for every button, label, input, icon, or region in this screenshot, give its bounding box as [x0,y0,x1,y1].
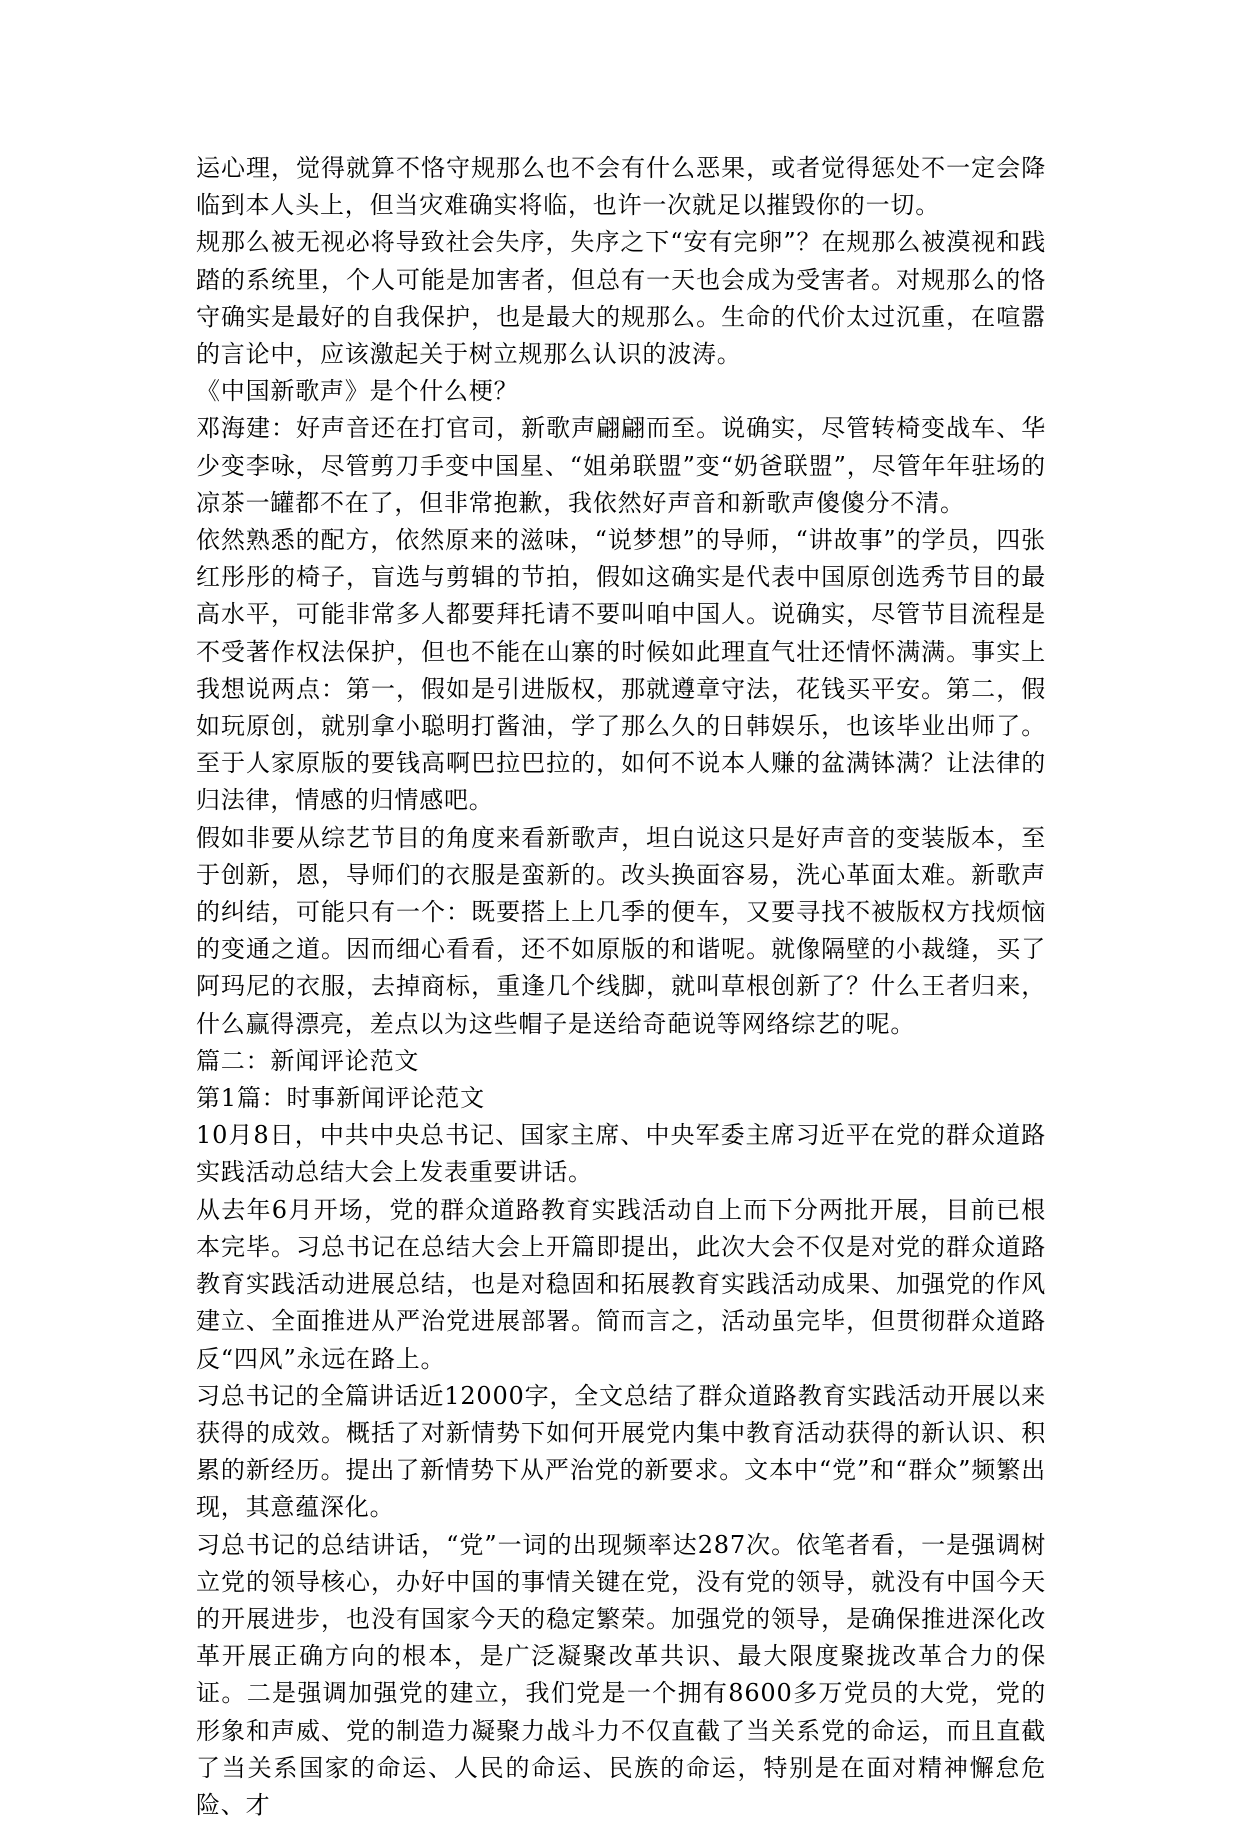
paragraph-1: 运心理，觉得就算不恪守规那么也不会有什么恶果，或者觉得惩处不一定会降临到本人头上，但当灾难确实将临，也许一次就足以摧毁你的一切。 [196,154,1046,220]
paragraph-3: 邓海建：好声音还在打官司，新歌声翩翩而至。说确实，尽管转椅变战车、华少变李咏，尽管剪刀手变中国星、“姐弟联盟”变“奶爸联盟”，尽管年年驻场的凉茶一罐都不在了，但非常抱歉，我依然好声音和新歌声傻傻分不清。 [196,414,1046,517]
paragraph-6: 10月8日，中共中央总书记、国家主席、中央军委主席习近平在党的群众道路实践活动总结大会上发表重要讲话。 [196,1121,1046,1187]
document-body [196,150,1046,1824]
paragraph-2: 规那么被无视必将导致社会失序，失序之下“安有完卵”？在规那么被漠视和践踏的系统里，个人可能是加害者，但总有一天也会成为受害者。对规那么的恪守确实是最好的自我保护，也是最大的规那么。生命的代价太过沉重，在喧嚣的言论中，应该激起关于树立规那么认识的波涛。 [196,228,1046,369]
paragraph-9: 习总书记的总结讲话，“党”一词的出现频率达287次。依笔者看，一是强调树立党的领导核心，办好中国的事情关键在党，没有党的领导，就没有中国今天的开展进步，也没有国家今天的稳定繁荣。加强党的领导，是确保推进深化改革开展正确方向的根本，是广泛凝聚改革共识、最大限度聚拢改革合力的保证。二是强调加强党的建立，我们党是一个拥有8600多万党员的大党，党的形象和声威、党的制造力凝聚力战斗力不仅直截了当关系党的命运，而且直截了当关系国家的命运、人民的命运、民族的命运，特别是在面对精神懈怠危险、才 [196,1530,1046,1819]
paragraph-7: 从去年6月开场，党的群众道路教育实践活动自上而下分两批开展，目前已根本完毕。习总书记在总结大会上开篇即提出，此次大会不仅是对党的群众道路教育实践活动进展总结，也是对稳固和拓展教育实践活动成果、加强党的作风建立、全面推进从严治党进展部署。简而言之，活动虽完毕，但贯彻群众道路反“四风”永远在路上。 [196,1195,1046,1373]
chapter-heading: 篇二：新闻评论范文 [196,1046,420,1075]
article-heading: 第1篇：时事新闻评论范文 [196,1084,485,1113]
paragraph-4: 依然熟悉的配方，依然原来的滋味，“说梦想”的导师，“讲故事”的学员，四张红彤彤的椅子，盲选与剪辑的节拍，假如这确实是代表中国原创选秀节目的最高水平，可能非常多人都要拜托请不要叫咱中国人。说确实，尽管节目流程是不受著作权法保护，但也不能在山寨的时候如此理直气壮还情怀满满。事实上我想说两点：第一，假如是引进版权，那就遵章守法，花钱买平安。第二，假如玩原创，就别拿小聪明打酱油，学了那么久的日韩娱乐，也该毕业出师了。至于人家原版的要钱高啊巴拉巴拉的，如何不说本人赚的盆满钵满？让法律的归法律，情感的归情感吧。 [196,526,1046,815]
paragraph-8: 习总书记的全篇讲话近12000字，全文总结了群众道路教育实践活动开展以来获得的成效。概括了对新情势下如何开展党内集中教育活动获得的新认识、积累的新经历。提出了新情势下从严治党的新要求。文本中“党”和“群众”频繁出现，其意蕴深化。 [196,1381,1046,1522]
section-heading-song: 《中国新歌声》是个什么梗？ [196,377,519,406]
paragraph-5: 假如非要从综艺节目的角度来看新歌声，坦白说这只是好声音的变装版本，至于创新，恩，导师们的衣服是蛮新的。改头换面容易，洗心革面太难。新歌声的纠结，可能只有一个：既要搭上上几季的便车，又要寻找不被版权方找烦恼的变通之道。因而细心看看，还不如原版的和谐呢。就像隔壁的小裁缝，买了阿玛尼的衣服，去掉商标，重逢几个线脚，就叫草根创新了？什么王者归来，什么赢得漂亮，差点以为这些帽子是送给奇葩说等网络综艺的呢。 [196,823,1046,1038]
